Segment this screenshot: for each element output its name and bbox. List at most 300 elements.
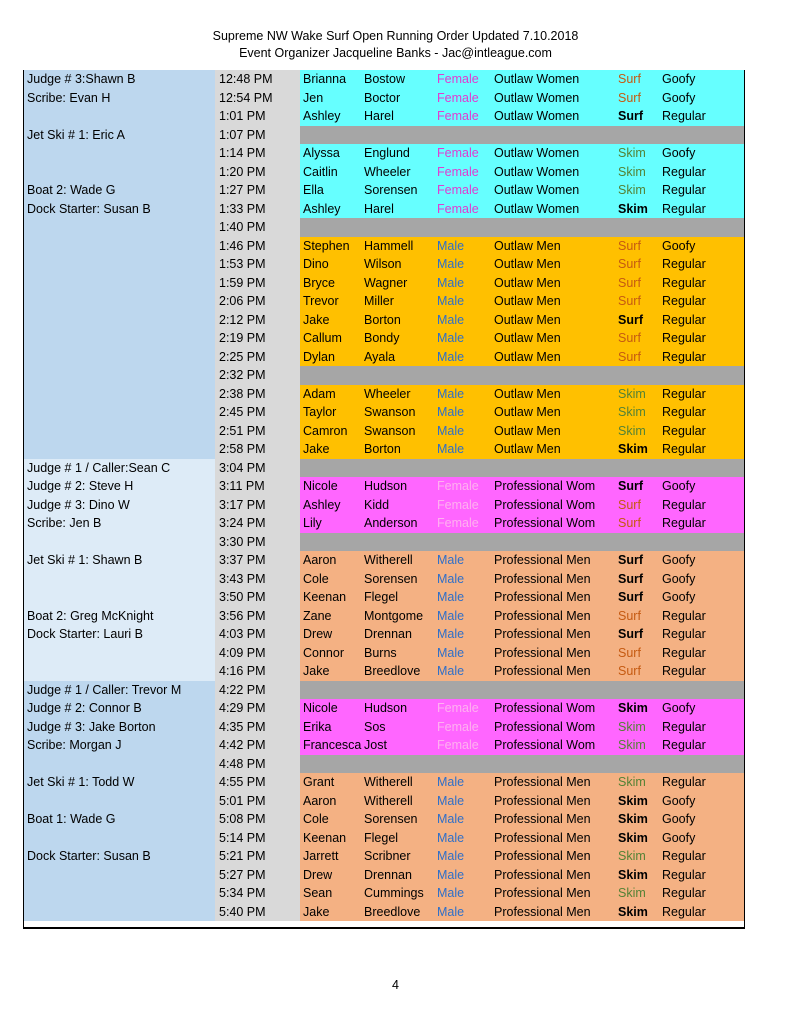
page-title: Supreme NW Wake Surf Open Running Order Updated 7.10.2018 (212, 29, 579, 43)
break-row (300, 755, 744, 774)
time-cell: 3:11 PM (215, 477, 290, 496)
rider-last-name: Hudson (364, 701, 408, 715)
staff-cell (24, 588, 215, 607)
rider-cells (300, 736, 744, 755)
rider-first-name: Drew (303, 867, 333, 882)
rider-last-name: Witherell (364, 553, 413, 567)
table-row (24, 903, 744, 922)
stance-cell: Regular (662, 183, 706, 197)
gender-cell: Male (437, 904, 465, 919)
rider-last-name: Jost (364, 738, 387, 752)
division-cell: Professional Men (494, 793, 591, 808)
rider-last-name: Harel (364, 109, 394, 123)
rider-cells (300, 903, 744, 922)
table-row (24, 736, 744, 755)
division-cell: Professional Men (494, 775, 591, 789)
rider-last-name: Sorensen (364, 183, 418, 197)
stance-cell: Goofy (662, 812, 696, 826)
time-cell: 1:07 PM (215, 126, 290, 145)
gender-cell: Male (437, 867, 465, 882)
division-cell: Outlaw Women (494, 183, 580, 197)
stance-cell: Regular (662, 257, 706, 271)
event-cell: Surf (618, 479, 643, 493)
spacer-cell (290, 903, 300, 922)
time-cell: 4:03 PM (215, 625, 290, 644)
rider-first-name: Nicole (303, 479, 338, 493)
table-row (24, 274, 744, 293)
stance-cell: Regular (662, 645, 706, 660)
rider-first-name: Jen (303, 90, 324, 105)
division-cell: Professional Men (494, 571, 591, 586)
staff-cell (24, 218, 215, 237)
staff-cell (24, 385, 215, 404)
division-cell: Professional Men (494, 627, 591, 641)
gender-cell: Male (437, 849, 465, 863)
gender-cell: Male (437, 571, 465, 586)
rider-cells (300, 884, 744, 903)
rider-first-name: Camron (303, 423, 348, 438)
table-row (24, 70, 744, 89)
spacer-cell (290, 144, 300, 163)
staff-cell (24, 274, 215, 293)
time-cell: 12:48 PM (215, 70, 290, 89)
spacer-cell (290, 311, 300, 330)
rider-first-name: Cole (303, 571, 329, 586)
spacer-cell (290, 884, 300, 903)
event-cell: Surf (618, 294, 641, 308)
event-cell: Skim (618, 701, 648, 715)
rider-cells (300, 644, 744, 663)
rider-first-name: Ashley (303, 109, 341, 123)
division-cell: Outlaw Men (494, 238, 561, 253)
division-cell: Professional Wom (494, 497, 596, 512)
rider-last-name: Flegel (364, 830, 399, 845)
spacer-cell (290, 644, 300, 663)
stance-cell: Regular (662, 497, 706, 512)
time-cell: 2:12 PM (215, 311, 290, 330)
staff-cell (24, 144, 215, 163)
staff-cell (24, 755, 215, 774)
event-cell: Skim (618, 719, 646, 734)
stance-cell: Regular (662, 294, 706, 308)
gender-cell: Male (437, 775, 465, 789)
staff-cell (24, 903, 215, 922)
table-row (24, 681, 744, 700)
event-cell: Skim (618, 904, 648, 919)
table-row (24, 884, 744, 903)
rider-last-name: Sos (364, 719, 386, 734)
event-cell: Surf (618, 571, 643, 586)
rider-cells (300, 718, 744, 737)
table-row (24, 773, 744, 792)
event-cell: Skim (618, 849, 646, 863)
staff-cell: Judge # 2: Steve H (24, 477, 215, 496)
spacer-cell (290, 163, 300, 182)
staff-cell (24, 533, 215, 552)
staff-cell: Jet Ski # 1: Todd W (24, 773, 215, 792)
staff-cell: Judge # 3:Shawn B (24, 70, 215, 89)
running-order-table (23, 70, 745, 929)
rider-first-name: Dylan (303, 349, 335, 364)
table-row (24, 366, 744, 385)
spacer-cell (290, 514, 300, 533)
staff-cell (24, 329, 215, 348)
division-cell: Outlaw Men (494, 405, 561, 419)
stance-cell: Goofy (662, 72, 696, 86)
rider-last-name: Swanson (364, 423, 416, 438)
event-cell: Skim (618, 738, 646, 752)
gender-cell: Female (437, 201, 479, 216)
rider-first-name: Drew (303, 627, 333, 641)
rider-last-name: Wilson (364, 257, 402, 271)
division-cell: Outlaw Women (494, 90, 580, 105)
gender-cell: Male (437, 886, 465, 900)
gender-cell: Male (437, 405, 465, 419)
stance-cell: Goofy (662, 793, 696, 808)
gender-cell: Female (437, 719, 479, 734)
event-cell: Surf (618, 72, 641, 86)
staff-cell (24, 107, 215, 126)
table-row (24, 625, 744, 644)
stance-cell: Goofy (662, 590, 696, 604)
event-cell: Skim (618, 867, 648, 882)
rider-last-name: Boctor (364, 90, 401, 105)
rider-cells (300, 163, 744, 182)
table-row (24, 422, 744, 441)
division-cell: Professional Men (494, 590, 591, 604)
rider-first-name: Alyssa (303, 146, 340, 160)
gender-cell: Male (437, 386, 465, 401)
rider-first-name: Zane (303, 608, 332, 623)
staff-cell (24, 792, 215, 811)
rider-first-name: Dino (303, 257, 329, 271)
spacer-cell (290, 551, 300, 570)
table-row (24, 218, 744, 237)
spacer-cell (290, 533, 300, 552)
rider-first-name: Aaron (303, 553, 337, 567)
rider-cells (300, 607, 744, 626)
stance-cell: Regular (662, 738, 706, 752)
event-cell: Surf (618, 257, 641, 271)
gender-cell: Female (437, 146, 479, 160)
table-row (24, 551, 744, 570)
rider-last-name: Sorensen (364, 812, 418, 826)
rider-last-name: Borton (364, 442, 401, 456)
rider-cells (300, 144, 744, 163)
event-cell: Surf (618, 516, 641, 530)
staff-cell (24, 311, 215, 330)
division-cell: Professional Men (494, 812, 591, 826)
break-row (300, 681, 744, 700)
rider-last-name: Flegel (364, 590, 399, 604)
stance-cell: Regular (662, 775, 706, 789)
staff-cell (24, 163, 215, 182)
rider-first-name: Ashley (303, 201, 341, 216)
event-cell: Skim (618, 201, 648, 216)
time-cell: 12:54 PM (215, 89, 290, 108)
time-cell: 3:24 PM (215, 514, 290, 533)
division-cell: Outlaw Men (494, 386, 561, 401)
rider-cells (300, 477, 744, 496)
staff-cell: Boat 2: Wade G (24, 181, 215, 200)
time-cell: 1:33 PM (215, 200, 290, 219)
rider-last-name: Hammell (364, 238, 414, 253)
rider-last-name: Harel (364, 201, 394, 216)
break-row (300, 126, 744, 145)
stance-cell: Regular (662, 312, 706, 327)
division-cell: Professional Wom (494, 719, 596, 734)
rider-cells (300, 829, 744, 848)
event-cell: Surf (618, 331, 641, 345)
rider-first-name: Jake (303, 664, 330, 678)
break-row (300, 533, 744, 552)
rider-first-name: Taylor (303, 405, 337, 419)
rider-cells (300, 625, 744, 644)
rider-cells (300, 792, 744, 811)
rider-cells (300, 403, 744, 422)
rider-first-name: Erika (303, 719, 332, 734)
event-cell: Surf (618, 312, 643, 327)
staff-cell (24, 570, 215, 589)
stance-cell: Regular (662, 331, 706, 345)
stance-cell: Goofy (662, 90, 696, 105)
event-cell: Surf (618, 109, 643, 123)
staff-cell: Judge # 1 / Caller: Trevor M (24, 681, 215, 700)
spacer-cell (290, 699, 300, 718)
gender-cell: Male (437, 645, 465, 660)
staff-cell: Judge # 3: Dino W (24, 496, 215, 515)
table-row (24, 662, 744, 681)
division-cell: Professional Men (494, 867, 591, 882)
rider-last-name: Scribner (364, 849, 411, 863)
table-row (24, 403, 744, 422)
time-cell: 1:27 PM (215, 181, 290, 200)
table-row (24, 126, 744, 145)
spacer-cell (290, 403, 300, 422)
table-row (24, 144, 744, 163)
rider-cells (300, 514, 744, 533)
division-cell: Professional Men (494, 886, 591, 900)
gender-cell: Male (437, 830, 465, 845)
break-row (300, 366, 744, 385)
rider-first-name: Bryce (303, 275, 335, 290)
table-row (24, 533, 744, 552)
spacer-cell (290, 218, 300, 237)
time-cell: 4:29 PM (215, 699, 290, 718)
spacer-cell (290, 718, 300, 737)
division-cell: Outlaw Men (494, 294, 561, 308)
table-row (24, 348, 744, 367)
rider-cells (300, 866, 744, 885)
table-row (24, 163, 744, 182)
rider-last-name: Ayala (364, 349, 396, 364)
staff-cell (24, 440, 215, 459)
rider-cells (300, 107, 744, 126)
time-cell: 2:45 PM (215, 403, 290, 422)
gender-cell: Female (437, 479, 479, 493)
rider-cells (300, 662, 744, 681)
event-cell: Skim (618, 405, 646, 419)
table-row (24, 718, 744, 737)
rider-cells (300, 255, 744, 274)
rider-cells (300, 311, 744, 330)
division-cell: Professional Wom (494, 738, 596, 752)
division-cell: Outlaw Women (494, 109, 580, 123)
event-cell: Surf (618, 238, 641, 253)
rider-cells (300, 348, 744, 367)
staff-cell (24, 237, 215, 256)
rider-cells (300, 773, 744, 792)
stance-cell: Goofy (662, 238, 696, 253)
rider-last-name: Breedlove (364, 904, 421, 919)
gender-cell: Female (437, 90, 479, 105)
rider-cells (300, 422, 744, 441)
rider-first-name: Jarrett (303, 849, 339, 863)
time-cell: 4:16 PM (215, 662, 290, 681)
event-cell: Surf (618, 90, 641, 105)
gender-cell: Male (437, 442, 465, 456)
gender-cell: Female (437, 497, 479, 512)
table-row (24, 699, 744, 718)
spacer-cell (290, 274, 300, 293)
spacer-cell (290, 329, 300, 348)
spacer-cell (290, 662, 300, 681)
rider-last-name: Wheeler (364, 386, 411, 401)
rider-cells (300, 70, 744, 89)
division-cell: Professional Men (494, 553, 591, 567)
staff-cell: Scribe: Jen B (24, 514, 215, 533)
time-cell: 4:42 PM (215, 736, 290, 755)
rider-cells (300, 274, 744, 293)
rider-last-name: Bostow (364, 72, 405, 86)
rider-last-name: Anderson (364, 516, 418, 530)
staff-cell: Boat 2: Greg McKnight (24, 607, 215, 626)
staff-cell: Boat 1: Wade G (24, 810, 215, 829)
gender-cell: Male (437, 331, 465, 345)
gender-cell: Female (437, 738, 479, 752)
staff-cell: Jet Ski # 1: Eric A (24, 126, 215, 145)
time-cell: 4:22 PM (215, 681, 290, 700)
division-cell: Outlaw Men (494, 331, 561, 345)
spacer-cell (290, 810, 300, 829)
time-cell: 4:35 PM (215, 718, 290, 737)
gender-cell: Male (437, 294, 465, 308)
rider-first-name: Stephen (303, 238, 350, 253)
division-cell: Professional Wom (494, 701, 596, 715)
staff-cell: Scribe: Evan H (24, 89, 215, 108)
time-cell: 1:53 PM (215, 255, 290, 274)
time-cell: 5:08 PM (215, 810, 290, 829)
spacer-cell (290, 348, 300, 367)
table-row (24, 829, 744, 848)
time-cell: 5:27 PM (215, 866, 290, 885)
gender-cell: Male (437, 275, 465, 290)
spacer-cell (290, 440, 300, 459)
gender-cell: Male (437, 257, 465, 271)
spacer-cell (290, 107, 300, 126)
rider-last-name: Kidd (364, 497, 390, 512)
spacer-cell (290, 681, 300, 700)
event-cell: Skim (618, 793, 648, 808)
rider-cells (300, 496, 744, 515)
time-cell: 5:34 PM (215, 884, 290, 903)
event-cell: Skim (618, 423, 646, 438)
stance-cell: Regular (662, 849, 706, 863)
stance-cell: Regular (662, 164, 706, 179)
time-cell: 5:14 PM (215, 829, 290, 848)
rider-first-name: Keenan (303, 830, 347, 845)
table-row (24, 440, 744, 459)
event-cell: Skim (618, 164, 646, 179)
event-cell: Surf (618, 608, 641, 623)
staff-cell: Scribe: Morgan J (24, 736, 215, 755)
event-cell: Skim (618, 442, 648, 456)
rider-last-name: Englund (364, 146, 410, 160)
time-cell: 2:32 PM (215, 366, 290, 385)
rider-first-name: Trevor (303, 294, 339, 308)
rider-first-name: Caitlin (303, 164, 338, 179)
rider-first-name: Francesca (303, 738, 362, 752)
rider-last-name: Borton (364, 312, 401, 327)
rider-last-name: Burns (364, 645, 397, 660)
spacer-cell (290, 792, 300, 811)
table-row (24, 255, 744, 274)
division-cell: Outlaw Men (494, 275, 561, 290)
event-cell: Skim (618, 812, 648, 826)
table-row (24, 329, 744, 348)
rider-last-name: Montgome (364, 608, 424, 623)
event-cell: Surf (618, 664, 641, 678)
event-cell: Skim (618, 183, 646, 197)
staff-cell (24, 829, 215, 848)
rider-first-name: Grant (303, 775, 335, 789)
stance-cell: Regular (662, 886, 706, 900)
rider-first-name: Adam (303, 386, 336, 401)
time-cell: 3:17 PM (215, 496, 290, 515)
rider-first-name: Lily (303, 516, 322, 530)
division-cell: Outlaw Men (494, 423, 561, 438)
break-row (300, 218, 744, 237)
table-row (24, 607, 744, 626)
gender-cell: Female (437, 72, 479, 86)
rider-cells (300, 810, 744, 829)
division-cell: Professional Men (494, 830, 591, 845)
gender-cell: Male (437, 238, 465, 253)
gender-cell: Male (437, 793, 465, 808)
spacer-cell (290, 89, 300, 108)
table-row (24, 200, 744, 219)
division-cell: Professional Wom (494, 516, 596, 530)
spacer-cell (290, 496, 300, 515)
time-cell: 2:19 PM (215, 329, 290, 348)
gender-cell: Female (437, 183, 479, 197)
time-cell: 2:51 PM (215, 422, 290, 441)
spacer-cell (290, 477, 300, 496)
gender-cell: Female (437, 109, 479, 123)
rider-cells (300, 292, 744, 311)
table-row (24, 459, 744, 478)
rider-first-name: Cole (303, 812, 329, 826)
spacer-cell (290, 200, 300, 219)
division-cell: Professional Men (494, 849, 591, 863)
stance-cell: Goofy (662, 830, 696, 845)
event-cell: Skim (618, 775, 646, 789)
time-cell: 5:01 PM (215, 792, 290, 811)
gender-cell: Male (437, 627, 465, 641)
gender-cell: Male (437, 608, 465, 623)
stance-cell: Regular (662, 423, 706, 438)
event-cell: Skim (618, 886, 646, 900)
